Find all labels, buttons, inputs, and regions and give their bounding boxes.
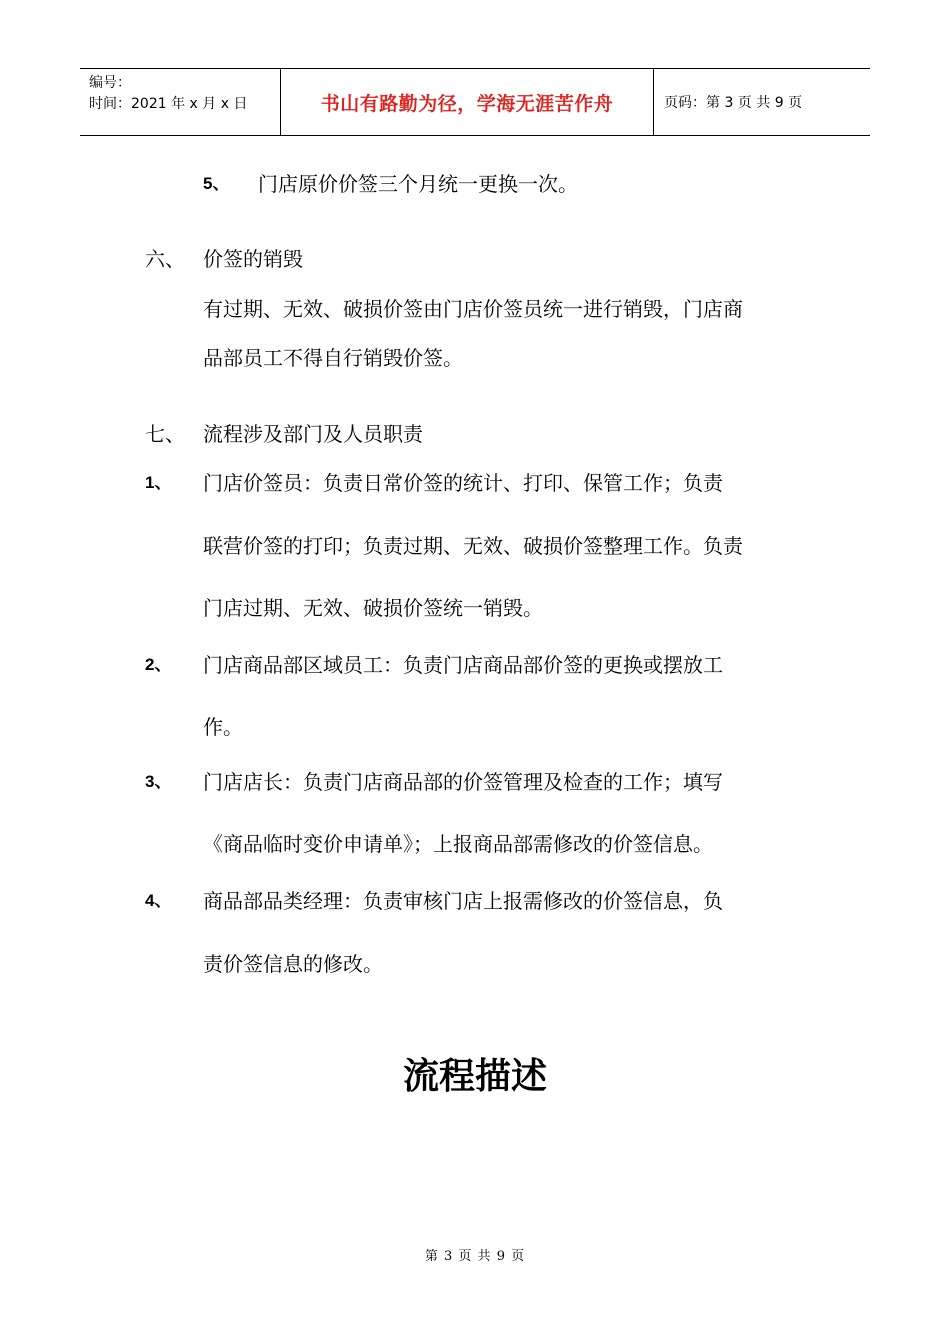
section6-number: 六、 xyxy=(145,247,185,271)
resp1-line-1: 门店价签员：负责日常价签的统计、打印、保管工作；负责 xyxy=(203,471,723,495)
resp3-line-1: 门店店长：负责门店商品部的价签管理及检查的工作；填写 xyxy=(203,770,723,794)
resp1-line-3: 门店过期、无效、破损价签统一销毁。 xyxy=(203,596,543,620)
item5-number: 5、 xyxy=(203,174,230,193)
resp4-number: 4、 xyxy=(145,891,172,910)
resp3-number: 3、 xyxy=(145,772,172,791)
header-table xyxy=(80,68,870,136)
resp3-line-2: 《商品临时变价申请单》；上报商品部需修改的价签信息。 xyxy=(203,832,713,856)
header-mid-cell xyxy=(281,69,654,135)
section7-title: 流程涉及部门及人员职责 xyxy=(203,422,423,446)
header-left-cell xyxy=(80,69,281,135)
section6-title: 价签的销毁 xyxy=(203,247,303,271)
page-info: 页码：第 3 页 共 9 页 xyxy=(664,95,803,111)
resp4-line-1: 商品部品类经理：负责审核门店上报需修改的价签信息，负 xyxy=(203,889,723,913)
resp1-line-2: 联营价签的打印；负责过期、无效、破损价签整理工作。负责 xyxy=(203,534,743,558)
resp2-line-1: 门店商品部区域员工：负责门店商品部价签的更换或摆放工 xyxy=(203,653,723,677)
resp4-line-2: 责价签信息的修改。 xyxy=(203,952,383,976)
serial-label: 编号： xyxy=(89,75,131,91)
header-right-cell xyxy=(654,69,870,135)
section7-number: 七、 xyxy=(145,422,185,446)
motto: 书山有路勤为径，学海无涯苦作舟 xyxy=(320,92,614,115)
resp2-number: 2、 xyxy=(145,655,172,674)
page-footer: 第 3 页 共 9 页 xyxy=(424,1249,526,1264)
section-title: 流程描述 xyxy=(402,1056,547,1097)
resp2-line-2: 作。 xyxy=(203,715,243,739)
section6-line-1: 有过期、无效、破损价签由门店价签员统一进行销毁，门店商 xyxy=(203,297,743,321)
resp1-number: 1、 xyxy=(145,473,172,492)
time-label: 时间：2021 年 x 月 x 日 xyxy=(89,96,248,112)
item5-text: 门店原价价签三个月统一更换一次。 xyxy=(258,172,578,196)
section6-line-2: 品部员工不得自行销毁价签。 xyxy=(203,346,463,370)
